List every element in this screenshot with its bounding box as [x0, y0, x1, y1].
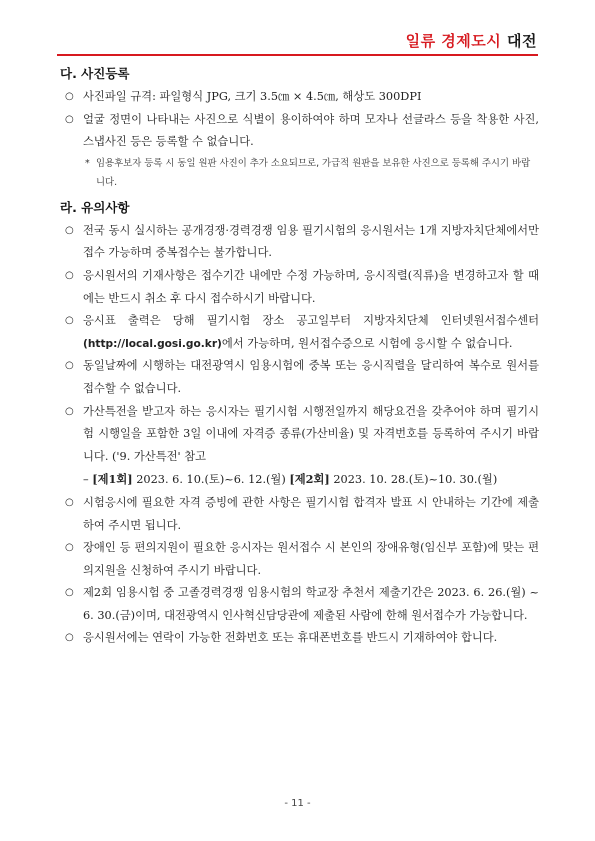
page-number: - 11 -	[284, 798, 311, 809]
list-item-text: 에서 가능하며, 원서접수증으로 시험에 응시할 수 없습니다.	[221, 336, 513, 350]
list-item	[60, 109, 539, 154]
circle-bullet-icon: ○	[65, 632, 74, 644]
dash-icon: –	[83, 473, 89, 487]
list-item	[60, 401, 539, 469]
list-item	[60, 582, 539, 627]
section-heading-photo: 다. 사진등록	[60, 66, 130, 81]
list-item-text: 가산특전을 받고자 하는 응시자는 필기시험 시행전일까지 해당요건을 갖추어야 하며 필기시험 시행일을 포함한 3일 이내에 자격증 종류(가산비율) 및 자격번호를 등록하여 주시기 바랍니다. ('9. 가산특전' 참고	[83, 404, 539, 463]
schedule-dates-round1: 2023. 6. 10.(토)~6. 12.(월)	[136, 473, 286, 487]
schedule-dates-round2: 2023. 10. 28.(토)~10. 30.(월)	[333, 473, 498, 487]
schedule-line	[60, 468, 539, 492]
circle-bullet-icon: ○	[65, 315, 74, 327]
schedule-label-round2: [제2회]	[289, 472, 330, 487]
circle-bullet-icon: ○	[65, 113, 74, 125]
footnote	[60, 154, 539, 192]
list-item-text: 응시원서의 기재사항은 접수기간 내에만 수정 가능하며, 응시직렬(직류)을 변경하고자 할 때에는 반드시 취소 후 다시 접수하시기 바랍니다.	[83, 268, 539, 305]
footnote-text: 임용후보자 등록 시 동일 원판 사진이 추가 소요되므로, 가급적 원판을 보유한 사진으로 등록해 주시기 바랍니다.	[96, 157, 531, 188]
circle-bullet-icon: ○	[65, 496, 74, 508]
list-item	[60, 627, 539, 650]
list-item-text: 응시원서에는 연락이 가능한 전화번호 또는 휴대폰번호를 반드시 기재하여야 합니다.	[83, 631, 498, 645]
gosi-url-link[interactable]: (http://local.gosi.go.kr)	[83, 337, 222, 350]
list-item-text: 응시표 출력은 당해 필기시험 장소 공고일부터 지방자치단체 인터넷원서접수센터	[83, 314, 539, 328]
list-item	[60, 355, 539, 400]
list-item-text: 사진파일 규격: 파일형식 JPG, 크기 3.5㎝ × 4.5㎝, 해상도 300DPI	[83, 90, 422, 103]
section-heading-notes: 라. 유의사항	[60, 199, 130, 215]
list-item	[60, 86, 539, 109]
schedule-label-round1: [제1회]	[92, 472, 133, 487]
list-item-text: 전국 동시 실시하는 공개경쟁·경력경쟁 임용 필기시험의 응시원서는 1개 지방자치단체에서만 접수 가능하며 중복접수는 불가합니다.	[83, 223, 539, 260]
circle-bullet-icon: ○	[65, 360, 74, 372]
circle-bullet-icon: ○	[65, 587, 74, 599]
circle-bullet-icon: ○	[65, 542, 74, 554]
list-item-text: 제2회 임용시험 중 고졸경력경쟁 임용시험의 학교장 추천서 제출기간은 2023. 6. 26.(월) ~ 6. 30.(금)이며, 대전광역시 인사혁신담당관에 제출된 사람에 한해 원서접수가 가능합니다.	[83, 586, 539, 622]
brand-header	[406, 30, 537, 51]
list-item	[60, 310, 539, 355]
asterisk-icon: *	[85, 157, 90, 169]
circle-bullet-icon: ○	[65, 91, 74, 102]
list-item	[60, 220, 539, 265]
list-item-text: 시험응시에 필요한 자격 증빙에 관한 사항은 필기시험 합격자 발표 시 안내하는 기간에 제출하여 주시면 됩니다.	[83, 495, 539, 532]
list-item	[60, 492, 539, 537]
list-item-text: 장애인 등 편의지원이 필요한 응시자는 원서접수 시 본인의 장애유형(임신부 포함)에 맞는 편의지원을 신청하여 주시기 바랍니다.	[83, 541, 539, 577]
list-item-text: 얼굴 정면이 나타내는 사진으로 식별이 용이하여야 하며 모자나 선글라스 등을 착용한 사진, 스냅사진 등은 등록할 수 없습니다.	[83, 112, 539, 149]
list-item-text: 동일날짜에 시행하는 대전광역시 임용시험에 중복 또는 응시직렬을 달리하여 복수로 원서를 접수할 수 없습니다.	[83, 359, 539, 395]
list-item	[60, 265, 539, 310]
circle-bullet-icon: ○	[65, 405, 74, 417]
document-body	[60, 62, 539, 650]
circle-bullet-icon: ○	[65, 269, 74, 281]
brand-text-dark: 대전	[507, 32, 537, 50]
header-rule	[57, 54, 538, 56]
brand-text-red: 일류 경제도시	[405, 32, 502, 50]
list-item	[60, 537, 539, 582]
circle-bullet-icon: ○	[65, 224, 74, 236]
